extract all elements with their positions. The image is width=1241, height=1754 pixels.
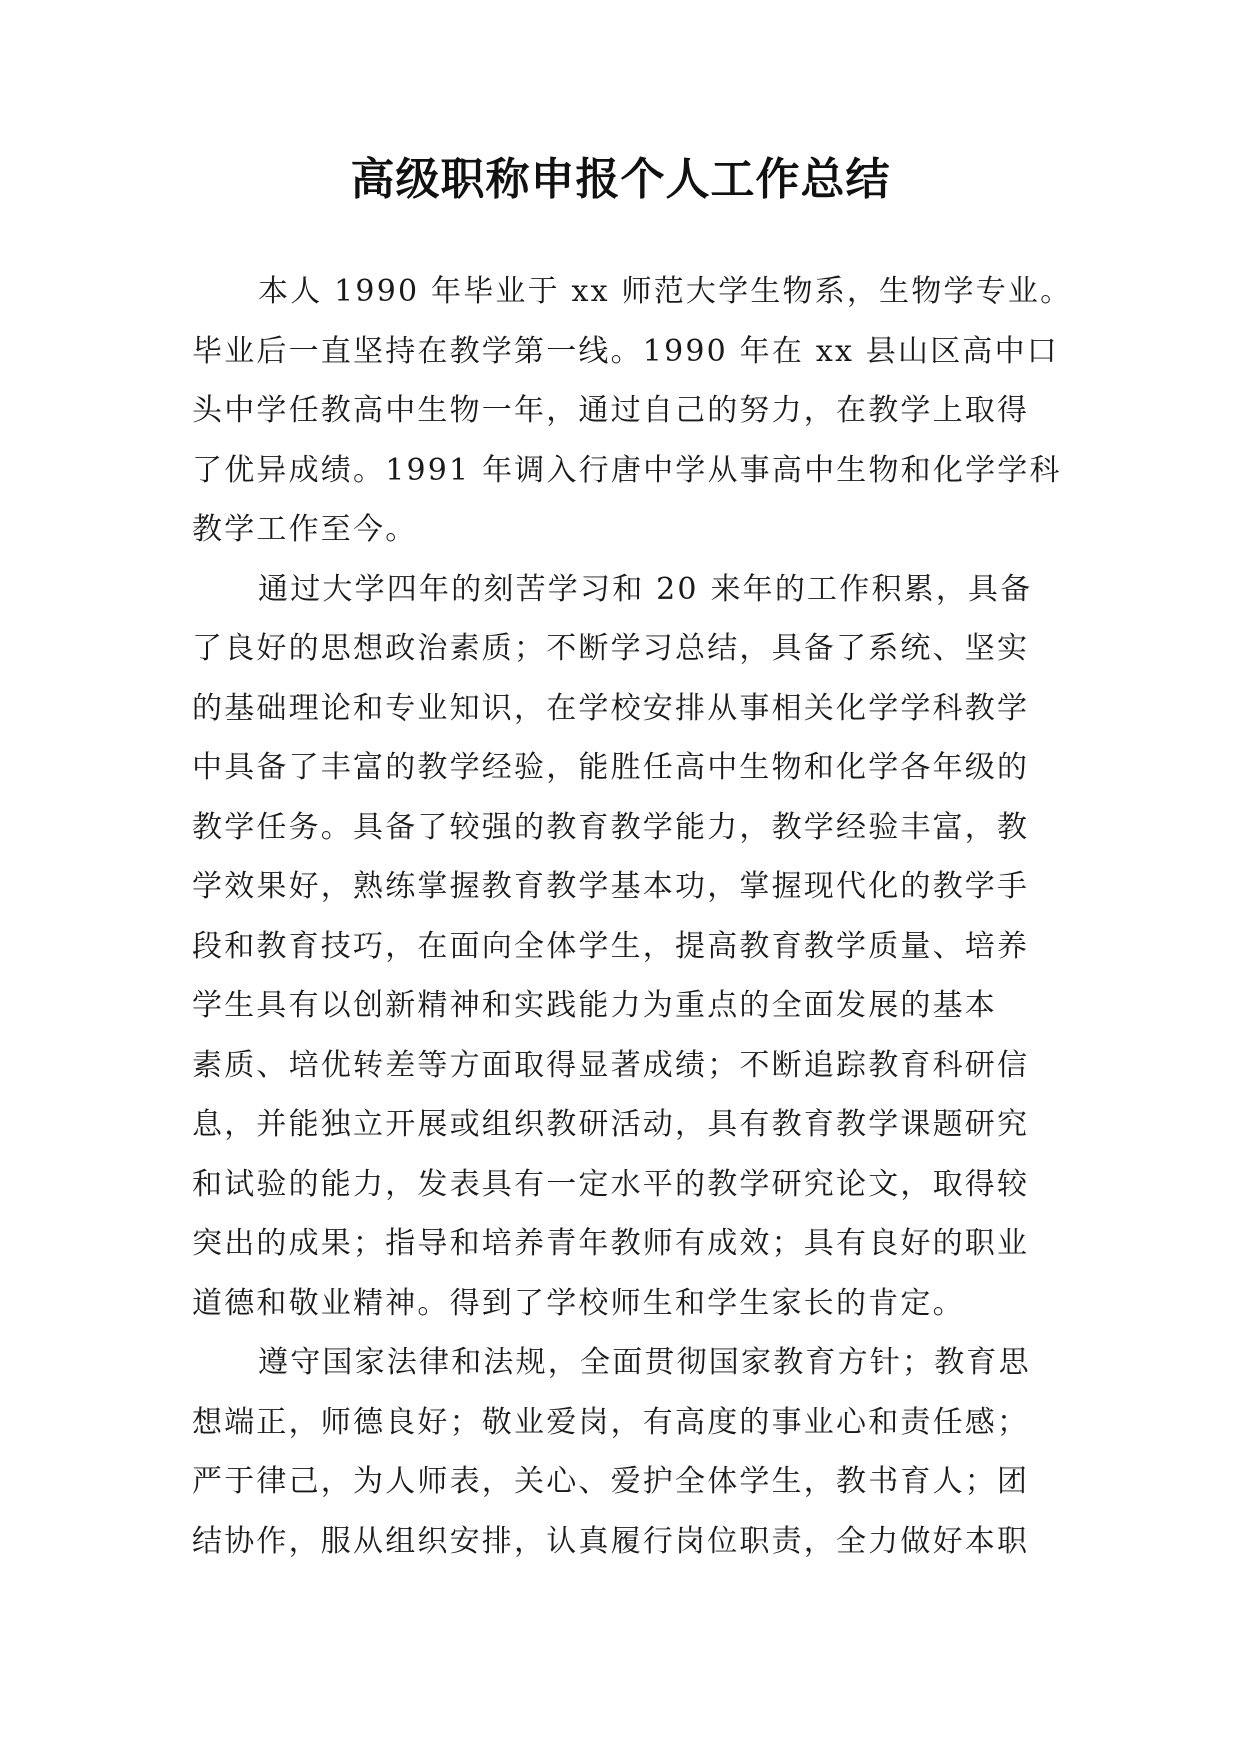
paragraph-2-line-4: 中具备了丰富的教学经验，能胜任高中生物和化学各年级的	[192, 750, 1030, 785]
paragraph-3-line-1: 遵守国家法律和法规，全面贯彻国家教育方针；教育思	[258, 1345, 1031, 1380]
paragraph-2-line-11: 和试验的能力，发表具有一定水平的教学研究论文，取得较	[192, 1166, 1030, 1202]
paragraph-2-line-10: 息，并能独立开展或组织教研活动，具有教育教学课题研究	[192, 1107, 1030, 1142]
paragraph-2-line-6: 学效果好，熟练掌握教育教学基本功，掌握现代化的教学手	[192, 869, 1030, 904]
document-body	[192, 262, 1072, 1571]
paragraph-1-line-5: 教学工作至今。	[192, 512, 418, 547]
paragraph-2-line-7: 段和教育技巧，在面向全体学生，提高教育教学质量、培养	[192, 928, 1030, 964]
paragraph-1-line-4: 了优异成绩。1991 年调入行唐中学从事高中生物和化学学科	[192, 452, 1062, 488]
paragraph-3-line-3: 严于律己，为人师表，关心、爱护全体学生，教书育人；团	[192, 1464, 1030, 1499]
paragraph-2-line-2: 了良好的思想政治素质；不断学习总结，具备了系统、坚实	[192, 631, 1030, 666]
paragraph-2-line-13: 道德和敬业精神。得到了学校师生和学生家长的肯定。	[192, 1285, 965, 1321]
paragraph-1-line-2: 毕业后一直坚持在教学第一线。1990 年在 xx 县山区高中口	[192, 333, 1059, 369]
paragraph-3-line-4: 结协作，服从组织安排，认真履行岗位职责，全力做好本职	[192, 1523, 1030, 1559]
paragraph-1-line-3: 头中学任教高中生物一年，通过自己的努力，在教学上取得	[192, 393, 1030, 428]
document-title: 高级职称申报个人工作总结	[350, 154, 891, 205]
paragraph-2-line-12: 突出的成果；指导和培养青年教师有成效；具有良好的职业	[192, 1226, 1030, 1261]
paragraph-2-line-5: 教学任务。具备了较强的教育教学能力，教学经验丰富，教	[192, 809, 1030, 845]
paragraph-2-line-1: 通过大学四年的刻苦学习和 20 来年的工作积累，具备	[258, 571, 1033, 607]
paragraph-1-line-1: 本人 1990 年毕业于 xx 师范大学生物系，生物学专业。	[258, 274, 1073, 309]
paragraph-2-line-9: 素质、培优转差等方面取得显著成绩；不断追踪教育科研信	[192, 1047, 1030, 1083]
paragraph-2-line-3: 的基础理论和专业知识，在学校安排从事相关化学学科教学	[192, 690, 1030, 726]
paragraph-2-line-8: 学生具有以创新精神和实践能力为重点的全面发展的基本	[192, 988, 997, 1023]
paragraph-3-line-2: 想端正，师德良好；敬业爱岗，有高度的事业心和责任感；	[192, 1404, 1030, 1440]
